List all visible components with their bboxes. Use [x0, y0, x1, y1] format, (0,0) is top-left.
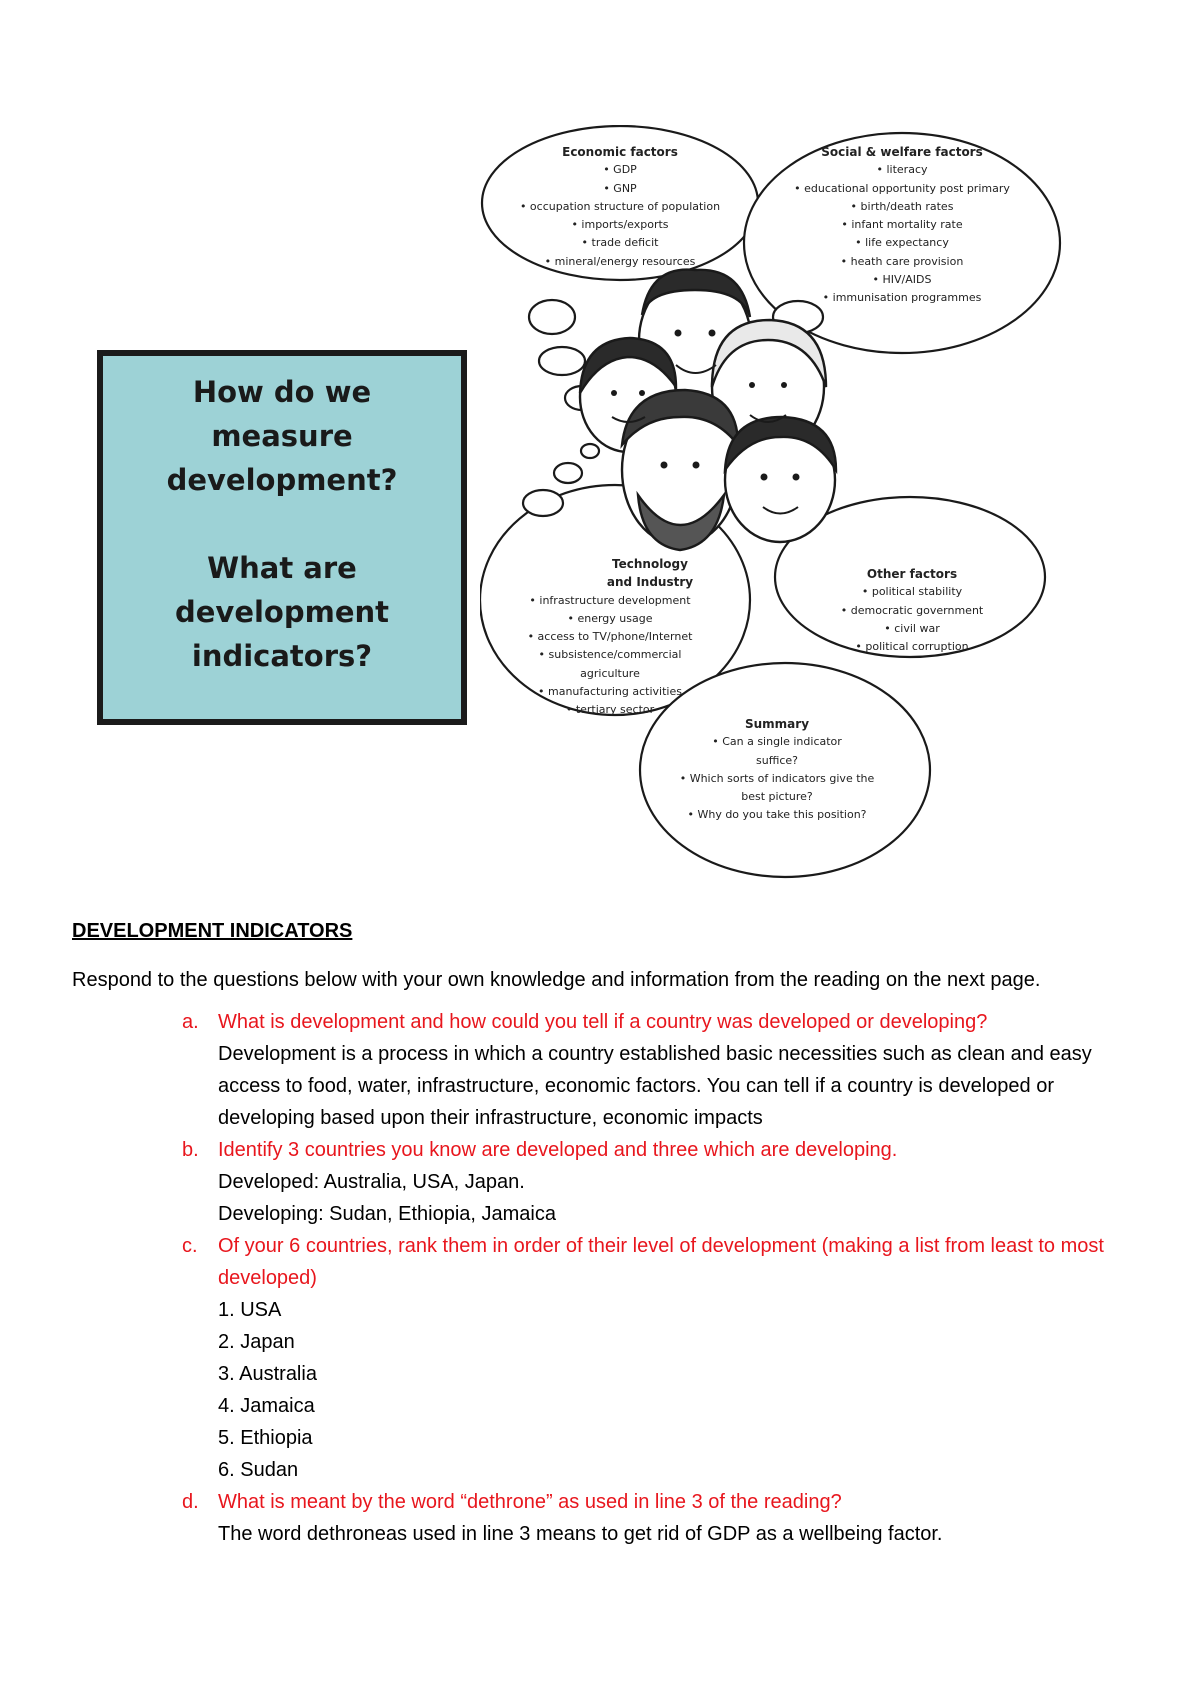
economic-item: • imports/exports: [571, 218, 669, 232]
question-text: What is development and how could you tell if a country was developed or developing?: [218, 1011, 988, 1033]
social-item: • literacy: [876, 163, 928, 177]
other-heading: Other factors: [866, 567, 958, 581]
question-item-d: [72, 1486, 1132, 1550]
title-question-indicators: What are development indicators?: [174, 551, 390, 673]
answer-text: The word dethroneas used in line 3 means to get rid of GDP as a wellbeing factor.: [218, 1523, 943, 1545]
question-letter: a.: [182, 1011, 199, 1033]
summary-item: best picture?: [741, 790, 813, 804]
social-item: • educational opportunity post primary: [794, 181, 1010, 195]
economic-item: • occupation structure of population: [519, 199, 721, 213]
economic-heading: Economic factors: [562, 145, 678, 159]
ranking-item: 1. USA: [218, 1299, 282, 1321]
social-welfare-factors: [750, 143, 1054, 308]
social-item: • immunisation programmes: [822, 291, 982, 305]
question-text: What is meant by the word “dethrone” as used in line 3 of the reading?: [218, 1491, 842, 1513]
technology-item: • access to TV/phone/Internet: [527, 630, 693, 644]
technology-item: • manufacturing activities: [538, 685, 682, 699]
summary-heading: Summary: [744, 717, 810, 731]
question-item-a: [72, 1006, 1132, 1134]
question-letter: c.: [182, 1235, 198, 1257]
answer-developing: Developing: Sudan, Ethiopia, Jamaica: [218, 1203, 556, 1225]
thought-bubbles-illustration: [480, 125, 1070, 885]
economic-item: • GDP: [603, 163, 637, 177]
thought-circle: [554, 463, 582, 483]
ranking-item: 2. Japan: [218, 1331, 295, 1353]
thought-circle: [539, 347, 585, 375]
summary-item: • Why do you take this position?: [687, 808, 867, 822]
worksheet-body: [72, 915, 1132, 1550]
social-item: • HIV/AIDS: [872, 273, 932, 287]
other-item: • democratic government: [840, 603, 984, 617]
question-item-c: [72, 1230, 1132, 1486]
technology-item: agriculture: [580, 666, 640, 680]
answer-developed: Developed: Australia, USA, Japan.: [218, 1171, 525, 1193]
technology-heading: Technology and Industry: [606, 557, 694, 590]
section-heading: DEVELOPMENT INDICATORS: [72, 920, 353, 942]
title-question-measure: How do we measure development?: [166, 375, 398, 497]
social-item: • infant mortality rate: [841, 218, 963, 232]
social-heading: Social & welfare factors: [821, 145, 983, 159]
economic-factors: [482, 143, 758, 271]
social-item: • heath care provision: [840, 254, 964, 268]
question-text: Identify 3 countries you know are developed and three which are developing.: [218, 1139, 898, 1161]
summary-item: • Which sorts of indicators give the: [679, 771, 875, 785]
question-item-b: [72, 1134, 1132, 1230]
summary-item: • Can a single indicator: [712, 735, 842, 749]
other-item: • political corruption: [855, 640, 969, 654]
thought-circle: [523, 490, 563, 516]
technology-item: • tertiary sector: [565, 703, 655, 717]
summary: [652, 715, 902, 825]
other-item: • political stability: [861, 585, 963, 599]
ranking-list: [218, 1294, 1132, 1486]
summary-item: suffice?: [756, 753, 798, 767]
ranking-item: 6. Sudan: [218, 1459, 299, 1481]
question-letter: d.: [182, 1491, 199, 1513]
question-letter: b.: [182, 1139, 199, 1161]
thought-circle: [529, 300, 575, 334]
other-factors: [802, 565, 1022, 656]
technology-item: • subsistence/commercial: [538, 648, 682, 662]
economic-item: • trade deficit: [581, 236, 659, 250]
technology-item: • infrastructure development: [529, 593, 691, 607]
technology-item: • energy usage: [567, 611, 653, 625]
question-list: [72, 1006, 1132, 1550]
economic-item: • mineral/energy resources: [544, 254, 696, 268]
instructions-paragraph: Respond to the questions below with your own knowledge and information from the reading on the next page.: [72, 969, 1041, 991]
ranking-item: 5. Ethiopia: [218, 1427, 313, 1449]
technology-industry: [485, 555, 735, 720]
economic-item: • GNP: [603, 181, 637, 195]
thought-circle: [581, 444, 599, 458]
question-text: Of your 6 countries, rank them in order of their level of development (making a list from least to most developed): [218, 1235, 1104, 1289]
other-item: • civil war: [884, 621, 940, 635]
title-box: [97, 350, 467, 725]
social-item: • birth/death rates: [850, 199, 954, 213]
ranking-item: 4. Jamaica: [218, 1395, 315, 1417]
social-item: • life expectancy: [855, 236, 949, 250]
ranking-item: 3. Australia: [218, 1363, 317, 1385]
answer-text: Development is a process in which a country established basic necessities such as clean and easy access to food, water, infrastructure, economic factors. You can tell if a country is developed or developing based upon their infrastructure, economic impacts: [218, 1043, 1092, 1129]
